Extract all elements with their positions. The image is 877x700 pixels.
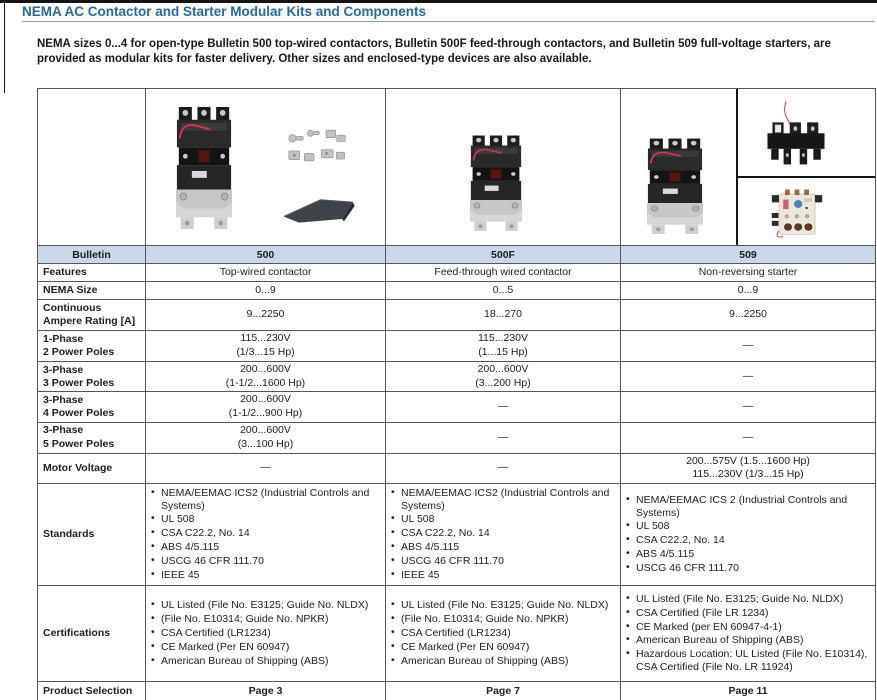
product-images-row: [38, 89, 876, 246]
features-row: [38, 264, 876, 282]
bullet-item: • CE Marked (Per EN 60947): [150, 641, 382, 654]
1-phase-2-poles-label: 1-Phase 2 Power Poles: [38, 331, 146, 362]
3-phase-5-poles-label: 3-Phase 5 Power Poles: [38, 422, 146, 453]
3-phase-3-poles-row: [38, 362, 876, 392]
standards-509: [621, 483, 876, 586]
mounting-bracket-photo: [280, 195, 356, 225]
ampere-rating-row: [38, 300, 876, 331]
bullet-item: • UL 508: [150, 513, 382, 526]
product-selection-row: [38, 682, 876, 700]
bullet-item: • American Bureau of Shipping (ABS): [150, 655, 382, 668]
bullet-item: • UL 508: [390, 513, 617, 526]
bulletin-header-row: [38, 246, 876, 264]
bullet-item: • UL 508: [625, 520, 872, 533]
bulletin-500f-photo-cell: [386, 89, 621, 246]
bullet-item: • Hazardous Location: UL Listed (File No. E10314), CSA Certified (File No. LR 11924): [625, 648, 872, 674]
bullet-item: • CSA Certified (LR1234): [150, 627, 382, 640]
bulletin-500f-header: 500F: [386, 246, 621, 264]
ampere-rating-label: Continuous Ampere Rating [A]: [38, 300, 146, 331]
bulletin-500-photo-cell: [146, 89, 386, 246]
3-phase-3-poles-500: 200...600V (1-1/2...1600 Hp): [146, 362, 386, 392]
3-phase-5-poles-500f: —: [386, 422, 621, 453]
motor-voltage-label: Motor Voltage: [38, 453, 146, 483]
bullet-item: • UL Listed (File No. E3125; Guide No. NLDX): [625, 593, 872, 606]
product-comparison-table: [37, 88, 876, 700]
1-phase-2-poles-509: —: [621, 331, 876, 362]
product-selection-label: Product Selection: [38, 682, 146, 700]
3-phase-4-poles-row: [38, 392, 876, 422]
bullet-item: • ABS 4/5.115: [390, 541, 617, 554]
motor-voltage-row: [38, 453, 876, 483]
bullet-item: • NEMA/EEMAC ICS2 (Industrial Controls and Systems): [390, 487, 617, 513]
motor-voltage-500: —: [146, 453, 386, 483]
bullet-item: • USCG 46 CFR 111.70: [150, 555, 382, 568]
certifications-label: Certifications: [38, 586, 146, 682]
bulletin-header-label: Bulletin: [38, 246, 146, 264]
3-phase-5-poles-500: 200...600V (3...100 Hp): [146, 422, 386, 453]
contactor-photo: [470, 134, 522, 234]
bullet-item: • American Bureau of Shipping (ABS): [390, 655, 617, 668]
3-phase-4-poles-509: —: [621, 392, 876, 422]
1-phase-2-poles-500: 115...230V (1/3...15 Hp): [146, 331, 386, 362]
standards-row: [38, 483, 876, 586]
ampere-rating-500f: 18...270: [386, 300, 621, 331]
3-phase-3-poles-500f: 200...600V (3...200 Hp): [386, 362, 621, 392]
nema-size-500: 0...9: [146, 282, 386, 300]
bullet-item: • CSA Certified (File LR 1234): [625, 607, 872, 620]
nema-size-509: 0...9: [621, 282, 876, 300]
bullet-item: • UL Listed (File No. E3125; Guide No. NLDX): [150, 599, 382, 612]
standards-500: [146, 483, 386, 586]
nema-size-500f: 0...5: [386, 282, 621, 300]
bullet-item: • IEEE 45: [150, 569, 382, 582]
standards-500f: [386, 483, 621, 586]
motor-voltage-500f: —: [386, 453, 621, 483]
bullet-item: • CE Marked (Per EN 60947): [390, 641, 617, 654]
bullet-item: • NEMA/EEMAC ICS 2 (Industrial Controls and Systems): [625, 494, 872, 520]
kit-hardware-parts-photo: [284, 127, 350, 171]
bullet-item: • American Bureau of Shipping (ABS): [625, 634, 872, 647]
3-phase-4-poles-500: 200...600V (1-1/2...900 Hp): [146, 392, 386, 422]
photo-cell-vertical-divider: [736, 89, 738, 245]
intro-paragraph: NEMA sizes 0...4 for open-type Bulletin 500 top-wired contactors, Bulletin 500F feed-through contactors, and Bulletin 509 full-voltage starters, are provided as modular kits for faster delivery. Other sizes and enclosed-type devices are also available.: [37, 38, 831, 65]
bullet-item: • CSA C22.2, No. 14: [150, 527, 382, 540]
bullet-item: • UL Listed (File No. E3125; Guide No. NLDX): [390, 599, 617, 612]
page-left-edge-rule: [4, 0, 5, 93]
3-phase-4-poles-label: 3-Phase 4 Power Poles: [38, 392, 146, 422]
features-509: Non-reversing starter: [621, 264, 876, 282]
bullet-item: • CSA Certified (LR1234): [390, 627, 617, 640]
features-500: Top-wired contactor: [146, 264, 386, 282]
3-phase-3-poles-label: 3-Phase 3 Power Poles: [38, 362, 146, 392]
certifications-500: [146, 586, 386, 682]
1-phase-2-poles-500f: 115...230V (1...15 Hp): [386, 331, 621, 362]
1-phase-2-poles-row: [38, 331, 876, 362]
contactor-photo: [176, 105, 232, 233]
3-phase-5-poles-row: [38, 422, 876, 453]
bullet-item: • NEMA/EEMAC ICS2 (Industrial Controls and Systems): [150, 487, 382, 513]
bullet-item: • CSA C22.2, No. 14: [390, 527, 617, 540]
bullet-item: • IEEE 45: [390, 569, 617, 582]
bullet-item: • (File No. E10314; Guide No. NPKR): [150, 613, 382, 626]
bulletin-509-photo-cell: [621, 89, 876, 246]
product-selection-509: Page 11: [621, 682, 876, 700]
bullet-item: • ABS 4/5.115: [625, 548, 872, 561]
bullet-item: • ABS 4/5.115: [150, 541, 382, 554]
nema-size-row: [38, 282, 876, 300]
page-title: NEMA AC Contactor and Starter Modular Kits and Components: [22, 4, 427, 19]
features-label: Features: [38, 264, 146, 282]
bullet-item: • USCG 46 CFR 111.70: [390, 555, 617, 568]
photo-cell-horizontal-divider: [738, 176, 875, 178]
certifications-509: [621, 586, 876, 682]
bullet-item: • CSA C22.2, No. 14: [625, 534, 872, 547]
3-phase-5-poles-509: —: [621, 422, 876, 453]
title-underline-rule: [22, 21, 875, 22]
bulletin-500-header: 500: [146, 246, 386, 264]
bullet-item: • (File No. E10314; Guide No. NPKR): [390, 613, 617, 626]
contactor-photo: [647, 137, 703, 237]
page-top-rule: [0, 0, 877, 3]
ampere-rating-509: 9...2250: [621, 300, 876, 331]
motor-voltage-509: 200...575V (1.5...1600 Hp) 115...230V (1/3...15 Hp): [621, 453, 876, 483]
terminal-block-photo: [765, 99, 827, 173]
ampere-rating-500: 9...2250: [146, 300, 386, 331]
image-row-label-cell: [38, 89, 146, 246]
product-selection-500: Page 3: [146, 682, 386, 700]
standards-label: Standards: [38, 483, 146, 586]
3-phase-3-poles-509: —: [621, 362, 876, 392]
certifications-500f: [386, 586, 621, 682]
3-phase-4-poles-500f: —: [386, 392, 621, 422]
features-500f: Feed-through wired contactor: [386, 264, 621, 282]
certifications-row: [38, 586, 876, 682]
bullet-item: • USCG 46 CFR 111.70: [625, 562, 872, 575]
overload-relay-photo: [767, 185, 827, 241]
product-selection-500f: Page 7: [386, 682, 621, 700]
bulletin-509-header: 509: [621, 246, 876, 264]
nema-size-label: NEMA Size: [38, 282, 146, 300]
bullet-item: • CE Marked (per EN 60947-4-1): [625, 621, 872, 634]
